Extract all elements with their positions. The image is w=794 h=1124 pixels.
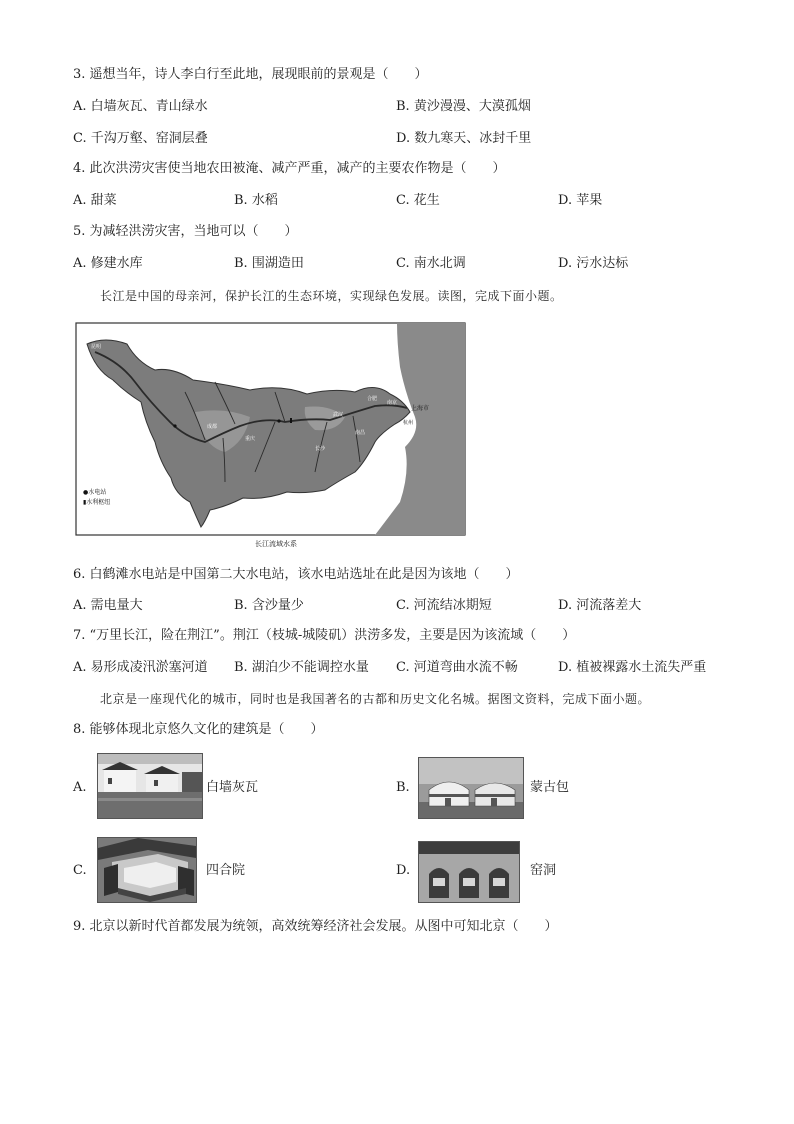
photo-siheyuan-courtyard: [97, 837, 197, 903]
q3-option-a: A. 白墙灰瓦、青山绿水: [73, 99, 208, 114]
map-label: 上海市: [411, 405, 430, 412]
q7-option-c: C. 河道弯曲水流不畅: [396, 660, 518, 675]
q8-option-d-letter: D.: [396, 863, 411, 878]
q4-option-c: C. 花生: [396, 193, 440, 208]
q4-stem: 4. 此次洪涝灾害使当地农田被淹、减产严重，减产的主要农作物是（ ）: [73, 161, 506, 176]
q8-option-d-caption: 窑洞: [530, 863, 557, 878]
legend-hydropower: ●水电站: [83, 489, 107, 496]
water-project-marker: [290, 418, 292, 423]
q8-option-c-caption: 四合院: [206, 863, 246, 878]
q7-option-b: B. 湖泊少不能调控水量: [234, 660, 369, 675]
photo-white-wall-grey-tile: [97, 753, 203, 819]
photo-cave-dwelling: [418, 841, 520, 903]
map-label: 南昌: [355, 430, 366, 436]
q8-stem: 8. 能够体现北京悠久文化的建筑是（ ）: [73, 722, 324, 737]
intro-beijing: 北京是一座现代化的城市，同时也是我国著名的古都和历史文化名城。据图文资料，完成下面小题。: [100, 692, 651, 706]
hydropower-marker: [173, 424, 176, 427]
q8-option-a-caption: 白墙灰瓦: [206, 780, 259, 795]
q6-option-d: D. 河流落差大: [558, 598, 642, 613]
intro-yangtze: 长江是中国的母亲河，保护长江的生态环境，实现绿色发展。读图，完成下面小题。: [100, 289, 563, 303]
q6-option-a: A. 需电量大: [73, 598, 143, 613]
q8-option-c-letter: C.: [73, 863, 87, 878]
map-label: 合肥: [367, 396, 378, 402]
q8-option-b-letter: B.: [396, 780, 410, 795]
q5-option-b: B. 围湖造田: [234, 256, 304, 271]
map-label: 杭州: [403, 420, 414, 426]
q3-option-d: D. 数九寒天、冰封千里: [396, 131, 532, 146]
map-label: 昆明: [91, 344, 102, 350]
q7-stem: 7. “万里长江，险在荆江”。荆江（枝城-城陵矶）洪涝多发，主要是因为该流域（ ）: [73, 628, 576, 643]
q3-option-c: C. 千沟万壑、窑洞层叠: [73, 131, 208, 146]
q4-option-a: A. 甜菜: [73, 193, 117, 208]
yangtze-basin-map: [75, 322, 467, 550]
map-label: 武汉: [333, 412, 344, 418]
photo-mongolian-yurt: [418, 757, 524, 819]
q9-stem: 9. 北京以新时代首都发展为统领，高效统筹经济社会发展。从图中可知北京（ ）: [73, 919, 558, 934]
legend-water-project: ▮水利枢纽: [83, 499, 111, 506]
q7-option-d: D. 植被裸露水土流失严重: [558, 660, 707, 675]
q5-option-d: D. 污水达标: [558, 256, 629, 271]
q5-stem: 5. 为减轻洪涝灾害，当地可以（ ）: [73, 224, 298, 239]
q6-option-b: B. 含沙量少: [234, 598, 304, 613]
q6-stem: 6. 白鹤滩水电站是中国第二大水电站，该水电站选址在此是因为该地（ ）: [73, 567, 519, 582]
map-label: 长沙: [315, 446, 326, 452]
q4-option-b: B. 水稻: [234, 193, 278, 208]
hydropower-marker: [277, 419, 280, 422]
q8-option-b-caption: 蒙古包: [530, 780, 570, 795]
q6-option-c: C. 河流结冰期短: [396, 598, 492, 613]
map-label: 南京: [387, 400, 398, 406]
map-label: 成都: [207, 424, 218, 430]
map-label: 重庆: [245, 436, 256, 442]
q5-option-a: A. 修建水库: [73, 256, 143, 271]
q5-option-c: C. 南水北调: [396, 256, 466, 271]
q4-option-d: D. 苹果: [558, 193, 603, 208]
map-title: 长江流域水系: [255, 540, 297, 548]
q8-option-a-letter: A.: [73, 780, 87, 795]
q7-option-a: A. 易形成凌汛淤塞河道: [73, 660, 208, 675]
q3-option-b: B. 黄沙漫漫、大漠孤烟: [396, 99, 531, 114]
q3-stem: 3. 遥想当年，诗人李白行至此地，展现眼前的景观是（ ）: [73, 67, 428, 82]
